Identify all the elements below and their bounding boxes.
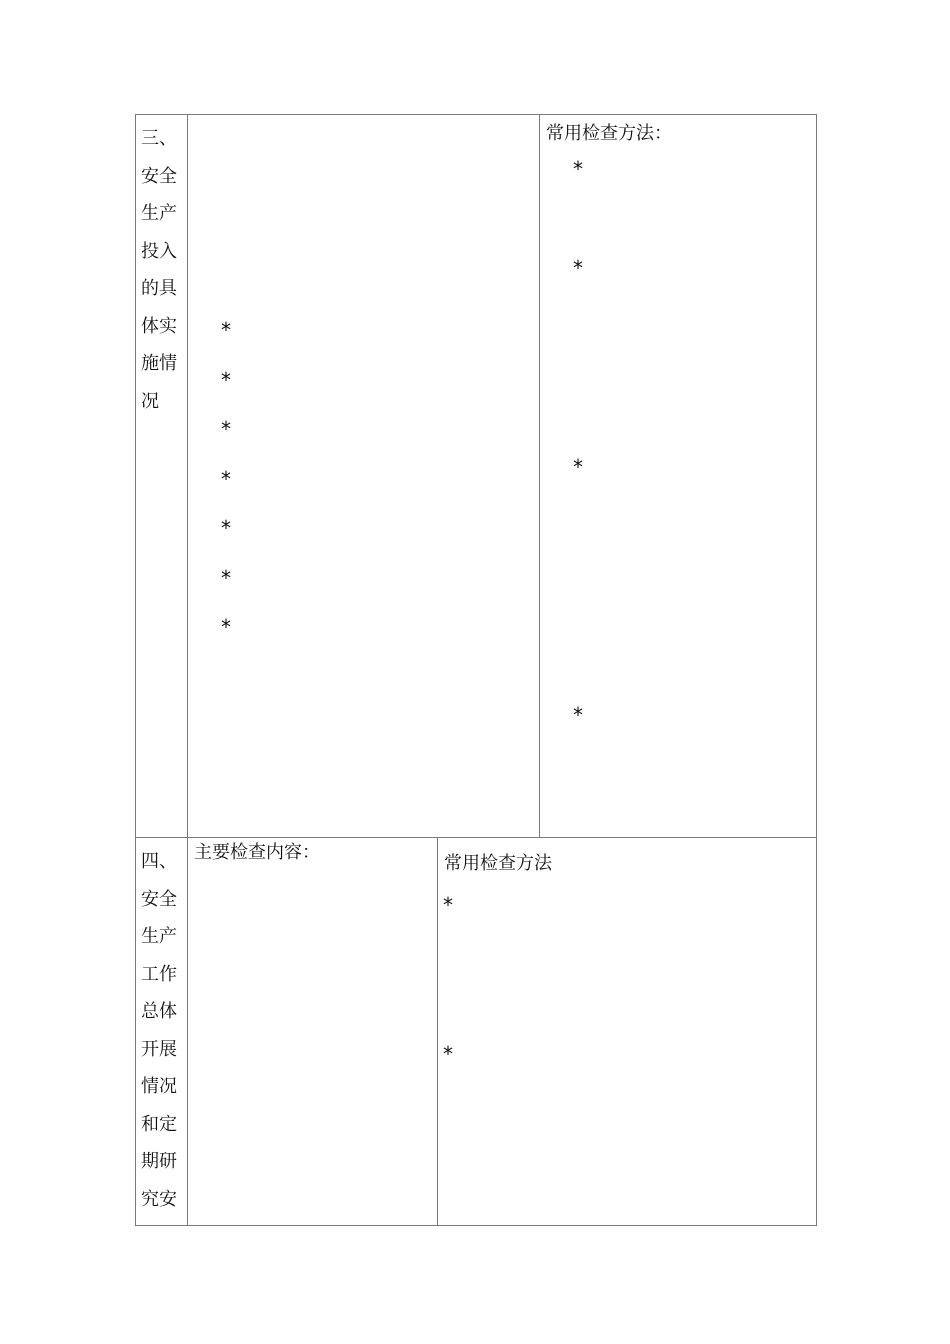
section4-label-line: 工作: [141, 963, 177, 985]
section3-bullet: *: [221, 318, 231, 342]
table-right-border: [816, 114, 817, 1226]
section4-label-line: 安全: [141, 888, 177, 910]
section3-bullet: *: [221, 615, 231, 639]
table-left-border: [135, 114, 136, 1226]
section3-label-line: 安全: [141, 165, 177, 187]
section4-label-line: 期研: [141, 1151, 177, 1172]
section3-bullet: *: [221, 516, 231, 540]
section4-label-line: 开展: [141, 1038, 177, 1060]
section3-method-title: 常用检查方法：: [546, 123, 672, 144]
section3-method-bullet: *: [573, 455, 583, 479]
section3-bullet: *: [221, 566, 231, 590]
section4-method-title: 常用检查方法: [444, 853, 552, 874]
section4-content-title: 主要检查内容：: [194, 842, 320, 863]
label-column-divider: [187, 114, 188, 1226]
section3-label: [141, 120, 185, 420]
section3-label-line: 况: [141, 390, 159, 412]
section3-method-bullet: *: [573, 256, 583, 280]
section3-label-line: 生产: [141, 203, 177, 224]
section4-method-bullet: *: [443, 1042, 453, 1066]
section4-label-line: 四、: [141, 851, 177, 872]
section3-bullet: *: [221, 417, 231, 441]
section3-label-line: 三、: [141, 128, 177, 149]
section3-label-line: 体实: [141, 315, 177, 337]
table-top-border: [135, 114, 817, 115]
section3-label-line: 的具: [141, 278, 177, 299]
table-bottom-border: [135, 1225, 817, 1226]
section3-label-line: 施情: [141, 353, 177, 374]
section4-label-line: 生产: [141, 926, 177, 947]
section4-label: [141, 843, 185, 1218]
section4-method-bullet: *: [443, 893, 453, 917]
row-divider: [135, 837, 817, 838]
section3-method-bullet: *: [573, 157, 583, 181]
section3-method-bullet: *: [573, 703, 583, 727]
section4-label-line: 究安: [141, 1188, 177, 1210]
section4-method-divider: [437, 837, 438, 1226]
section3-bullet: *: [221, 368, 231, 392]
section4-label-line: 情况: [141, 1076, 177, 1097]
section3-label-line: 投入: [141, 240, 177, 262]
section4-label-line: 和定: [141, 1113, 177, 1135]
section3-method-divider: [539, 114, 540, 837]
section4-label-line: 总体: [141, 1001, 177, 1022]
section3-bullet: *: [221, 467, 231, 491]
